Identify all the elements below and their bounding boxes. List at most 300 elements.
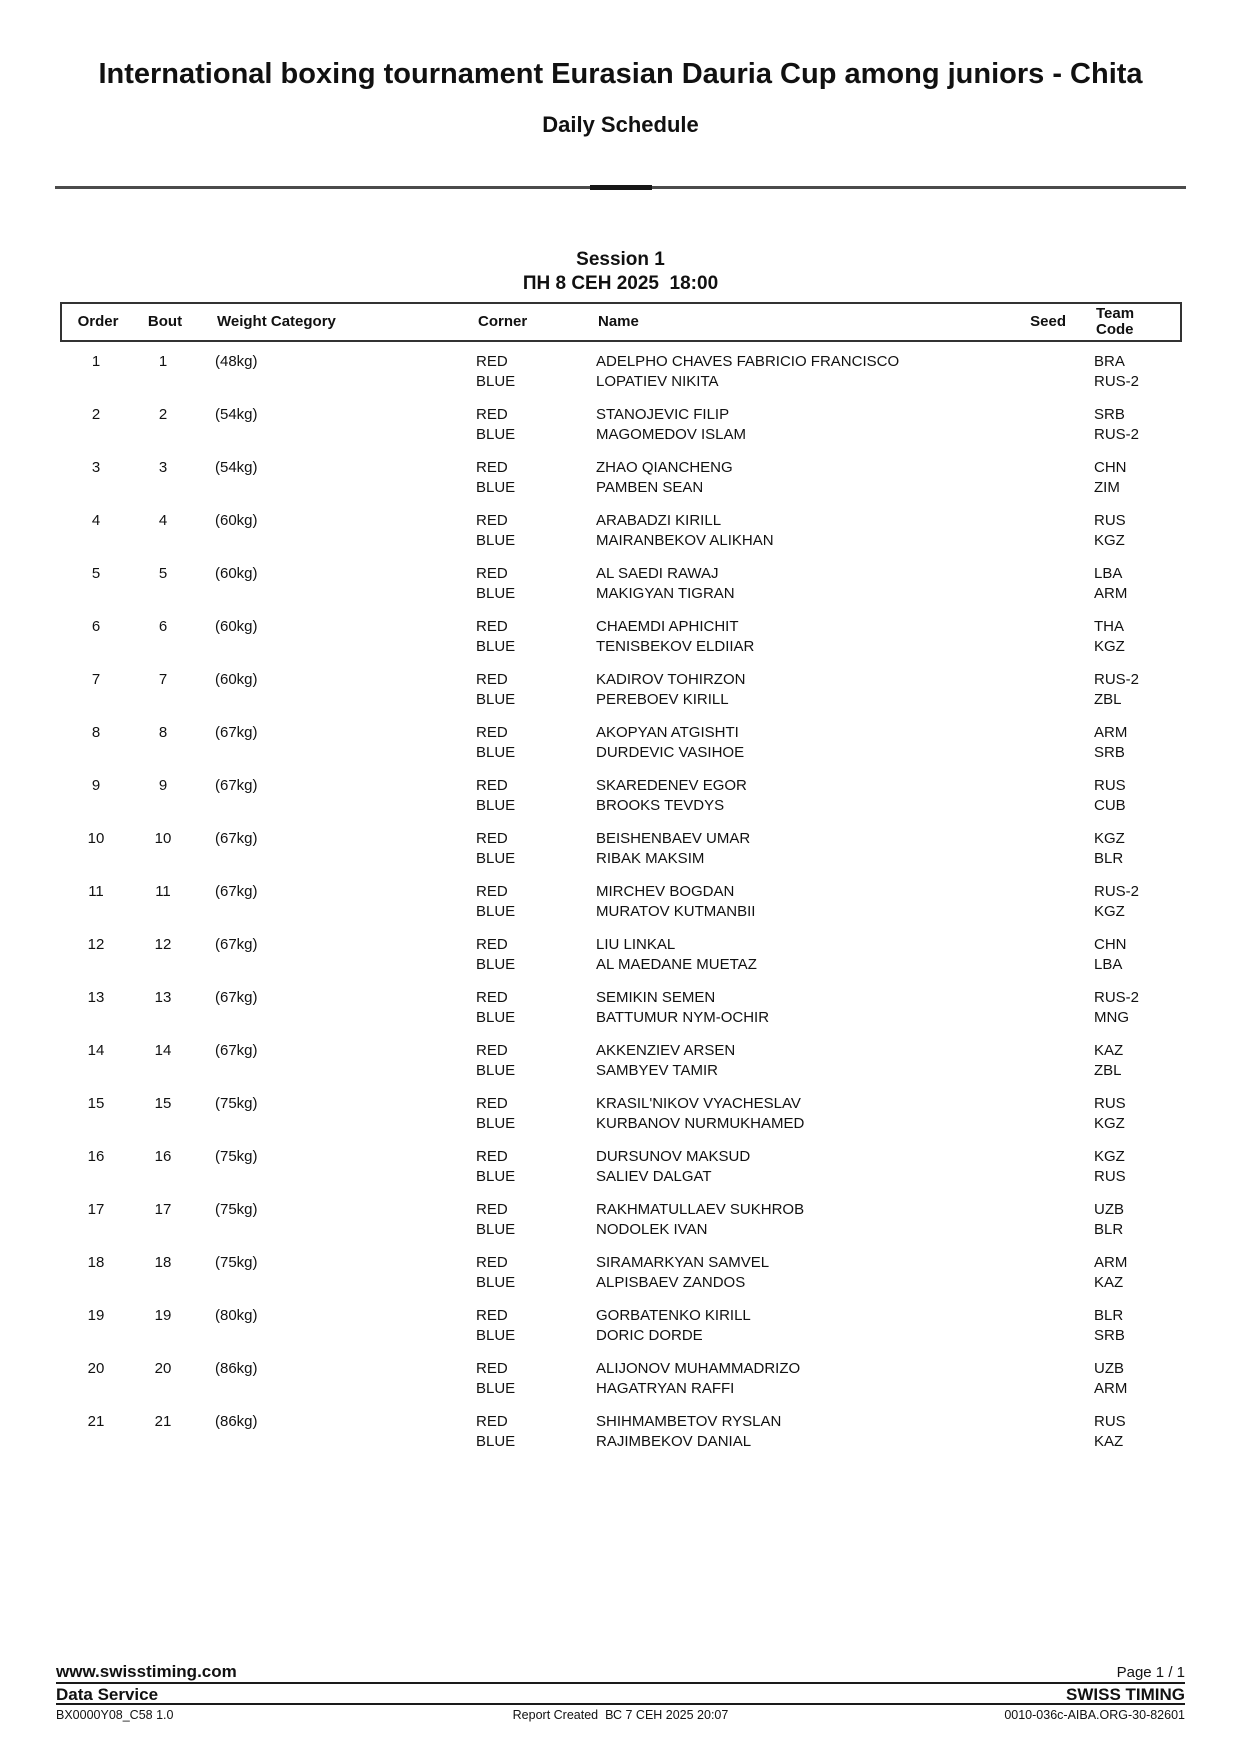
order-cell: 8 <box>91 724 101 741</box>
blue-seed <box>1003 743 1094 763</box>
corner-red-label: RED <box>476 1042 508 1059</box>
order-cell: 3 <box>91 459 101 476</box>
red-seed <box>1003 1094 1094 1114</box>
bout-row <box>60 1306 1182 1346</box>
corner-blue-label: BLUE <box>476 1380 516 1397</box>
bout-row <box>60 776 1182 816</box>
blue-corner-line <box>60 1167 1182 1187</box>
blue-seed <box>1003 478 1094 498</box>
corner-blue-label: BLUE <box>476 850 516 867</box>
red-team: RUS <box>1094 1095 1126 1112</box>
blue-name: RIBAK MAKSIM <box>596 850 705 867</box>
corner-red-label: RED <box>476 1148 508 1165</box>
corner-blue-label: BLUE <box>476 1327 516 1344</box>
weight-cell: (54kg) <box>215 406 258 423</box>
bout-row <box>60 405 1182 445</box>
weight-cell: (60kg) <box>215 618 258 635</box>
corner-red-label: RED <box>476 565 508 582</box>
order-cell: 16 <box>87 1148 105 1165</box>
blue-corner-line <box>60 902 1182 922</box>
bout-row <box>60 935 1182 975</box>
bout-cell: 7 <box>158 671 168 688</box>
red-name: ARABADZI KIRILL <box>596 512 722 529</box>
corner-blue-label: BLUE <box>476 744 516 761</box>
blue-corner-line <box>60 849 1182 869</box>
corner-red-label: RED <box>476 618 508 635</box>
blue-corner-line <box>60 1220 1182 1240</box>
col-header-seed: Seed <box>1030 314 1066 330</box>
weight-cell: (86kg) <box>215 1413 258 1430</box>
footer-row-service <box>56 1684 1185 1705</box>
blue-corner-line <box>60 425 1182 445</box>
blue-team: ZBL <box>1094 1062 1122 1079</box>
bout-cell: 21 <box>154 1413 172 1430</box>
blue-name: HAGATRYAN RAFFI <box>596 1380 735 1397</box>
red-team: LBA <box>1094 565 1123 582</box>
blue-seed <box>1003 796 1094 816</box>
red-seed <box>1003 723 1094 743</box>
red-corner-line <box>60 723 1182 743</box>
red-name: SHIHMAMBETOV RYSLAN <box>596 1413 782 1430</box>
col-header-team-line1: Team <box>1096 306 1135 322</box>
red-seed <box>1003 564 1094 584</box>
blue-seed <box>1003 372 1094 392</box>
red-team: THA <box>1094 618 1124 635</box>
red-seed <box>1003 1041 1094 1061</box>
corner-blue-label: BLUE <box>476 1062 516 1079</box>
red-team: RUS-2 <box>1094 989 1140 1006</box>
blue-team: BLR <box>1094 1221 1124 1238</box>
bout-list <box>60 352 1182 1452</box>
red-seed <box>1003 405 1094 425</box>
divider-center-mark <box>590 185 652 190</box>
blue-seed <box>1003 1379 1094 1399</box>
blue-seed <box>1003 849 1094 869</box>
col-header-team-line2: Code <box>1096 321 1134 338</box>
red-corner-line <box>60 1253 1182 1273</box>
weight-cell: (75kg) <box>215 1095 258 1112</box>
blue-seed <box>1003 584 1094 604</box>
red-corner-line <box>60 1412 1182 1432</box>
bout-cell: 8 <box>158 724 168 741</box>
blue-name: ALPISBAEV ZANDOS <box>596 1274 746 1291</box>
red-seed <box>1003 1306 1094 1326</box>
weight-cell: (86kg) <box>215 1360 258 1377</box>
bout-row <box>60 458 1182 498</box>
bout-cell: 3 <box>158 459 168 476</box>
bout-row <box>60 723 1182 763</box>
blue-corner-line <box>60 637 1182 657</box>
blue-corner-line <box>60 955 1182 975</box>
blue-corner-line <box>60 796 1182 816</box>
blue-name: SALIEV DALGAT <box>596 1168 712 1185</box>
bout-cell: 1 <box>158 353 168 370</box>
bout-cell: 14 <box>154 1042 172 1059</box>
col-header-bout: Bout <box>147 314 183 330</box>
red-seed <box>1003 882 1094 902</box>
bout-cell: 16 <box>154 1148 172 1165</box>
weight-cell: (67kg) <box>215 724 258 741</box>
red-corner-line <box>60 564 1182 584</box>
data-service-label: Data Service <box>56 1685 159 1704</box>
bout-row <box>60 511 1182 551</box>
blue-team: SRB <box>1094 744 1125 761</box>
blue-team: RUS <box>1094 1168 1126 1185</box>
blue-name: SAMBYEV TAMIR <box>596 1062 718 1079</box>
red-corner-line <box>60 776 1182 796</box>
red-team: BLR <box>1094 1307 1124 1324</box>
blue-team: RUS-2 <box>1094 426 1140 443</box>
corner-red-label: RED <box>476 1413 508 1430</box>
corner-blue-label: BLUE <box>476 479 516 496</box>
corner-red-label: RED <box>476 406 508 423</box>
red-seed <box>1003 829 1094 849</box>
red-name: SEMIKIN SEMEN <box>596 989 716 1006</box>
red-seed <box>1003 670 1094 690</box>
bout-cell: 12 <box>154 936 172 953</box>
bout-cell: 5 <box>158 565 168 582</box>
red-name: LIU LINKAL <box>596 936 676 953</box>
red-name: SIRAMARKYAN SAMVEL <box>596 1254 770 1271</box>
blue-name: MAGOMEDOV ISLAM <box>596 426 747 443</box>
corner-red-label: RED <box>476 512 508 529</box>
corner-blue-label: BLUE <box>476 585 516 602</box>
red-team: RUS-2 <box>1094 883 1140 900</box>
red-team: RUS <box>1094 1413 1126 1430</box>
red-seed <box>1003 617 1094 637</box>
red-seed <box>1003 1253 1094 1273</box>
blue-name: BATTUMUR NYM-OCHIR <box>596 1009 770 1026</box>
blue-name: TENISBEKOV ELDIIAR <box>596 638 755 655</box>
weight-cell: (60kg) <box>215 565 258 582</box>
corner-blue-label: BLUE <box>476 797 516 814</box>
bout-row <box>60 1412 1182 1452</box>
blue-seed <box>1003 690 1094 710</box>
order-cell: 4 <box>91 512 101 529</box>
blue-name: DORIC DORDE <box>596 1327 703 1344</box>
col-header-order: Order <box>77 314 119 330</box>
corner-blue-label: BLUE <box>476 532 516 549</box>
corner-blue-label: BLUE <box>476 638 516 655</box>
red-corner-line <box>60 882 1182 902</box>
red-corner-line <box>60 352 1182 372</box>
red-name: BEISHENBAEV UMAR <box>596 830 751 847</box>
red-corner-line <box>60 670 1182 690</box>
weight-cell: (67kg) <box>215 883 258 900</box>
weight-cell: (67kg) <box>215 989 258 1006</box>
report-id: 0010-036c-AIBA.ORG-30-82601 <box>1004 1708 1185 1722</box>
red-corner-line <box>60 405 1182 425</box>
blue-name: NODOLEK IVAN <box>596 1221 708 1238</box>
red-team: UZB <box>1094 1201 1124 1218</box>
order-cell: 21 <box>87 1413 105 1430</box>
order-cell: 13 <box>87 989 105 1006</box>
red-name: ADELPHO CHAVES FABRICIO FRANCISCO <box>596 353 900 370</box>
blue-seed <box>1003 637 1094 657</box>
bout-row <box>60 564 1182 604</box>
blue-name: LOPATIEV NIKITA <box>596 373 719 390</box>
blue-name: DURDEVIC VASIHOE <box>596 744 745 761</box>
blue-corner-line <box>60 478 1182 498</box>
weight-cell: (67kg) <box>215 936 258 953</box>
corner-red-label: RED <box>476 777 508 794</box>
red-name: GORBATENKO KIRILL <box>596 1307 751 1324</box>
weight-cell: (75kg) <box>215 1148 258 1165</box>
red-corner-line <box>60 1359 1182 1379</box>
bout-cell: 20 <box>154 1360 172 1377</box>
blue-corner-line <box>60 743 1182 763</box>
blue-seed <box>1003 531 1094 551</box>
order-cell: 6 <box>91 618 101 635</box>
corner-red-label: RED <box>476 459 508 476</box>
red-name: SKAREDENEV EGOR <box>596 777 747 794</box>
blue-team: KAZ <box>1094 1433 1124 1450</box>
red-corner-line <box>60 1041 1182 1061</box>
corner-blue-label: BLUE <box>476 1274 516 1291</box>
blue-seed <box>1003 1432 1094 1452</box>
red-seed <box>1003 935 1094 955</box>
bout-cell: 4 <box>158 512 168 529</box>
blue-corner-line <box>60 1379 1182 1399</box>
corner-blue-label: BLUE <box>476 1115 516 1132</box>
blue-corner-line <box>60 1114 1182 1134</box>
page-subtitle: Daily Schedule <box>542 112 699 137</box>
blue-seed <box>1003 1273 1094 1293</box>
red-team: UZB <box>1094 1360 1124 1377</box>
bout-cell: 2 <box>158 406 168 423</box>
col-header-name: Name <box>598 314 639 330</box>
red-name: ALIJONOV MUHAMMADRIZO <box>596 1360 801 1377</box>
corner-blue-label: BLUE <box>476 691 516 708</box>
red-corner-line <box>60 1200 1182 1220</box>
blue-seed <box>1003 1061 1094 1081</box>
red-team: ARM <box>1094 1254 1128 1271</box>
corner-blue-label: BLUE <box>476 956 516 973</box>
red-seed <box>1003 1412 1094 1432</box>
bout-row <box>60 988 1182 1028</box>
red-seed <box>1003 511 1094 531</box>
document-code: BX0000Y08_C58 1.0 <box>56 1708 174 1722</box>
red-seed <box>1003 1359 1094 1379</box>
bout-cell: 6 <box>158 618 168 635</box>
swiss-timing-label: SWISS TIMING <box>1066 1685 1185 1704</box>
blue-team: RUS-2 <box>1094 373 1140 390</box>
red-corner-line <box>60 935 1182 955</box>
page-title: International boxing tournament Eurasian Dauria Cup among juniors - Chita <box>98 58 1143 90</box>
corner-blue-label: BLUE <box>476 903 516 920</box>
weight-cell: (60kg) <box>215 512 258 529</box>
session-title: Session 1 <box>576 249 665 270</box>
red-corner-line <box>60 988 1182 1008</box>
red-seed <box>1003 988 1094 1008</box>
blue-team: ARM <box>1094 1380 1128 1397</box>
order-cell: 10 <box>87 830 105 847</box>
bout-cell: 9 <box>158 777 168 794</box>
red-team: RUS-2 <box>1094 671 1140 688</box>
order-cell: 2 <box>91 406 101 423</box>
order-cell: 7 <box>91 671 101 688</box>
red-corner-line <box>60 829 1182 849</box>
blue-seed <box>1003 1326 1094 1346</box>
red-seed <box>1003 776 1094 796</box>
bout-row <box>60 1359 1182 1399</box>
red-corner-line <box>60 617 1182 637</box>
weight-cell: (60kg) <box>215 671 258 688</box>
blue-corner-line <box>60 690 1182 710</box>
red-team: KGZ <box>1094 1148 1125 1165</box>
corner-red-label: RED <box>476 1095 508 1112</box>
red-name: KADIROV TOHIRZON <box>596 671 746 688</box>
red-seed <box>1003 1147 1094 1167</box>
order-cell: 14 <box>87 1042 105 1059</box>
blue-seed <box>1003 1114 1094 1134</box>
red-name: MIRCHEV BOGDAN <box>596 883 735 900</box>
red-name: STANOJEVIC FILIP <box>596 406 730 423</box>
blue-team: KGZ <box>1094 903 1125 920</box>
blue-name: PAMBEN SEAN <box>596 479 704 496</box>
red-team: CHN <box>1094 936 1127 953</box>
corner-blue-label: BLUE <box>476 1168 516 1185</box>
red-name: AL SAEDI RAWAJ <box>596 565 719 582</box>
col-header-corner: Corner <box>478 314 528 330</box>
blue-seed <box>1003 1167 1094 1187</box>
weight-cell: (67kg) <box>215 1042 258 1059</box>
blue-team: CUB <box>1094 797 1126 814</box>
bout-row <box>60 1041 1182 1081</box>
report-created-timestamp: Report Created ВС 7 СЕН 2025 20:07 <box>512 1708 729 1722</box>
bout-row <box>60 617 1182 657</box>
col-header-team-code <box>1096 306 1182 338</box>
weight-cell: (75kg) <box>215 1254 258 1271</box>
weight-cell: (67kg) <box>215 777 258 794</box>
corner-red-label: RED <box>476 883 508 900</box>
blue-name: MAKIGYAN TIGRAN <box>596 585 735 602</box>
red-seed <box>1003 458 1094 478</box>
bout-row <box>60 1094 1182 1134</box>
order-cell: 11 <box>88 883 104 900</box>
red-team: RUS <box>1094 777 1126 794</box>
blue-team: BLR <box>1094 850 1124 867</box>
corner-red-label: RED <box>476 936 508 953</box>
blue-corner-line <box>60 1432 1182 1452</box>
red-seed <box>1003 1200 1094 1220</box>
red-seed <box>1003 352 1094 372</box>
blue-name: AL MAEDANE MUETAZ <box>596 956 757 973</box>
corner-blue-label: BLUE <box>476 1009 516 1026</box>
blue-seed <box>1003 955 1094 975</box>
order-cell: 1 <box>91 353 101 370</box>
red-team: KAZ <box>1094 1042 1124 1059</box>
order-cell: 9 <box>91 777 101 794</box>
blue-team: LBA <box>1094 956 1123 973</box>
blue-seed <box>1003 1008 1094 1028</box>
order-cell: 5 <box>91 565 101 582</box>
red-team: ARM <box>1094 724 1128 741</box>
red-team: RUS <box>1094 512 1126 529</box>
weight-cell: (75kg) <box>215 1201 258 1218</box>
corner-red-label: RED <box>476 353 508 370</box>
footer-row-meta <box>56 1705 1185 1723</box>
blue-corner-line <box>60 531 1182 551</box>
blue-corner-line <box>60 1061 1182 1081</box>
blue-name: MAIRANBEKOV ALIKHAN <box>596 532 774 549</box>
bout-row <box>60 352 1182 392</box>
blue-seed <box>1003 902 1094 922</box>
blue-team: MNG <box>1094 1009 1129 1026</box>
corner-red-label: RED <box>476 1307 508 1324</box>
red-corner-line <box>60 458 1182 478</box>
blue-corner-line <box>60 1273 1182 1293</box>
blue-name: PEREBOEV KIRILL <box>596 691 729 708</box>
bout-cell: 10 <box>154 830 172 847</box>
blue-corner-line <box>60 584 1182 604</box>
blue-corner-line <box>60 1326 1182 1346</box>
corner-blue-label: BLUE <box>476 426 516 443</box>
blue-corner-line <box>60 1008 1182 1028</box>
col-header-weight: Weight Category <box>217 314 336 330</box>
order-cell: 12 <box>87 936 105 953</box>
red-corner-line <box>60 1094 1182 1114</box>
red-name: AKOPYAN ATGISHTI <box>596 724 739 741</box>
weight-cell: (54kg) <box>215 459 258 476</box>
corner-red-label: RED <box>476 1254 508 1271</box>
bout-cell: 17 <box>154 1201 172 1218</box>
blue-name: MURATOV KUTMANBII <box>596 903 756 920</box>
order-cell: 18 <box>87 1254 105 1271</box>
bout-row <box>60 1200 1182 1240</box>
blue-name: BROOKS TEVDYS <box>596 797 725 814</box>
corner-red-label: RED <box>476 989 508 1006</box>
bout-row <box>60 829 1182 869</box>
blue-corner-line <box>60 372 1182 392</box>
bout-cell: 18 <box>154 1254 172 1271</box>
weight-cell: (48kg) <box>215 353 258 370</box>
bout-cell: 11 <box>155 883 171 900</box>
red-name: AKKENZIEV ARSEN <box>596 1042 736 1059</box>
corner-blue-label: BLUE <box>476 1221 516 1238</box>
red-team: SRB <box>1094 406 1125 423</box>
website-link: www.swisstiming.com <box>56 1662 237 1681</box>
footer-row-website <box>56 1662 1185 1684</box>
blue-team: ZIM <box>1094 479 1120 496</box>
red-name: CHAEMDI APHICHIT <box>596 618 739 635</box>
corner-red-label: RED <box>476 830 508 847</box>
blue-team: KAZ <box>1094 1274 1124 1291</box>
order-cell: 15 <box>87 1095 105 1112</box>
red-name: KRASIL'NIKOV VYACHESLAV <box>596 1095 801 1112</box>
blue-name: KURBANOV NURMUKHAMED <box>596 1115 805 1132</box>
red-name: RAKHMATULLAEV SUKHROB <box>596 1201 805 1218</box>
red-name: DURSUNOV MAKSUD <box>596 1148 751 1165</box>
bout-row <box>60 670 1182 710</box>
blue-seed <box>1003 425 1094 445</box>
blue-team: KGZ <box>1094 1115 1125 1132</box>
red-corner-line <box>60 1306 1182 1326</box>
red-team: CHN <box>1094 459 1127 476</box>
corner-red-label: RED <box>476 671 508 688</box>
bout-row <box>60 1253 1182 1293</box>
weight-cell: (67kg) <box>215 830 258 847</box>
corner-blue-label: BLUE <box>476 373 516 390</box>
bout-row <box>60 882 1182 922</box>
blue-team: SRB <box>1094 1327 1125 1344</box>
bout-cell: 13 <box>154 989 172 1006</box>
blue-team: ZBL <box>1094 691 1122 708</box>
order-cell: 19 <box>87 1307 105 1324</box>
bout-cell: 15 <box>154 1095 172 1112</box>
corner-red-label: RED <box>476 724 508 741</box>
red-team: KGZ <box>1094 830 1125 847</box>
